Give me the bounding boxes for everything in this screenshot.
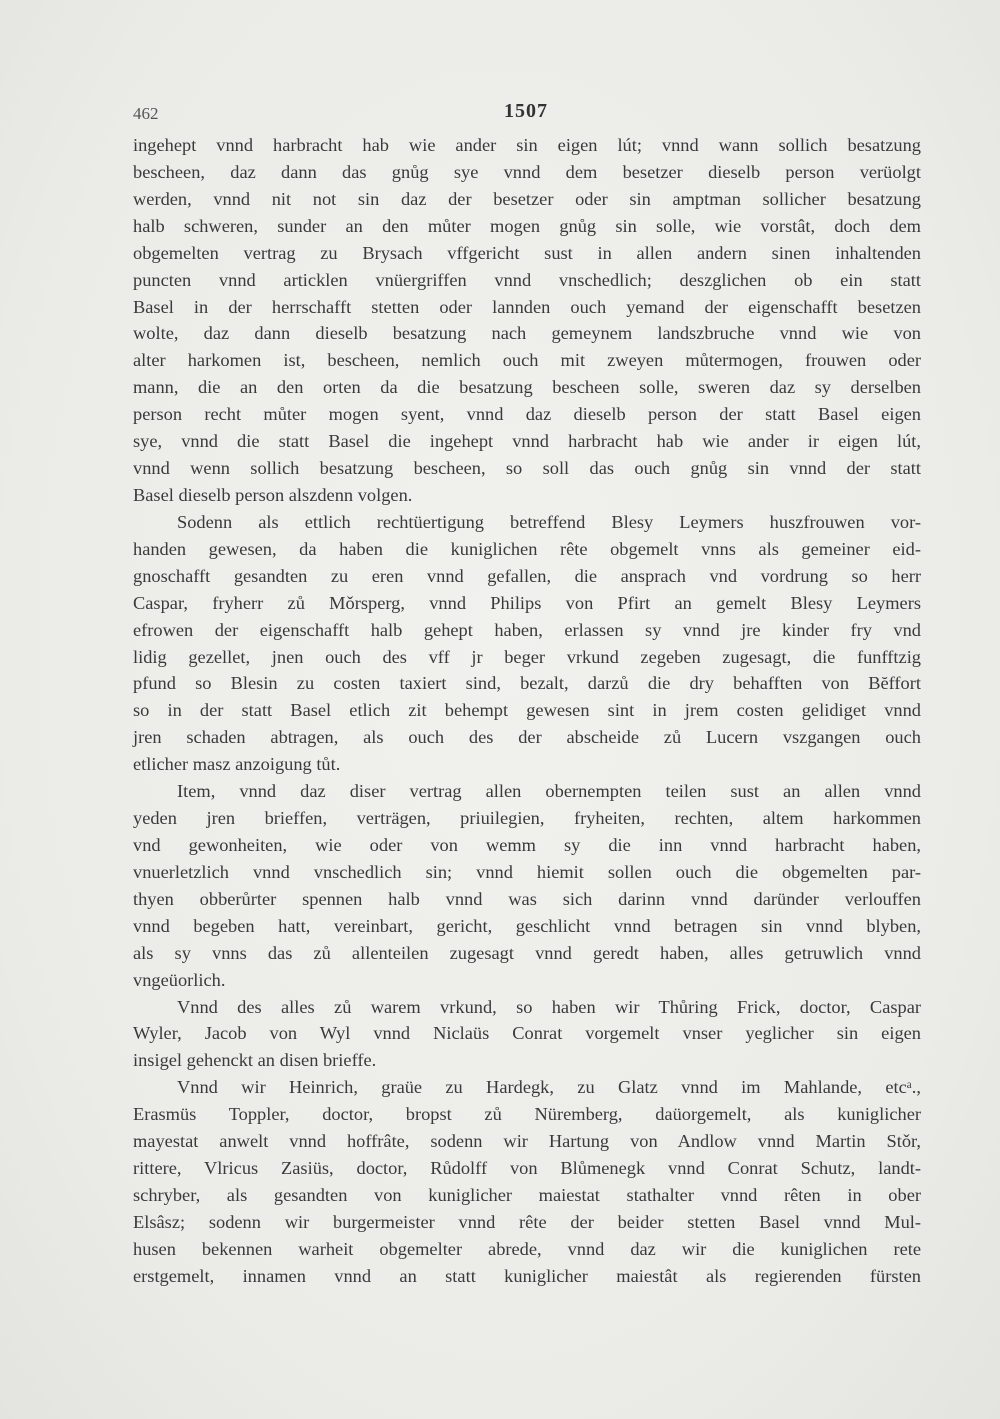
text-line: wolte, daz dann dieselb besatzung nach gemeynem landszbruche vnnd wie von [133, 323, 921, 344]
text-line: Sodenn als ettlich rechtüertigung betreffend Blesy Leymers huszfrouwen vor- [177, 511, 921, 532]
text-line: yeden jren brieffen, verträgen, priuilegien, fryheiten, rechten, altem harkommen [133, 808, 921, 829]
page-number: 462 [133, 104, 159, 123]
text-line: vnuerletzlich vnnd vnschedlich sin; vnnd hiemit sollen ouch die obgemelten par- [133, 861, 921, 882]
text-line: pfund so Blesin zu costen taxiert sind, bezalt, darzů die dry behafften von Bĕffort [133, 673, 921, 694]
text-line: alter harkomen ist, bescheen, nemlich ouch mit zweyen můtermogen, frouwen oder [133, 350, 921, 371]
text-line: Item, vnnd daz diser vertrag allen obernempten teilen sust an allen vnnd [177, 781, 921, 802]
body-text [133, 132, 921, 1290]
text-line: bescheen, daz dann das gnůg sye vnnd dem besetzer dieselb person verüolgt [133, 161, 921, 182]
text-line: Erasmüs Toppler, doctor, bropst zů Nüremberg, daüorgemelt, als kuniglicher [133, 1104, 921, 1125]
text-line: handen gewesen, da haben die kuniglichen rête obgemelt vnns als gemeiner eid- [133, 538, 921, 559]
text-line: vnnd wenn sollich besatzung bescheen, so soll das ouch gnůg sin vnnd der statt [133, 458, 921, 479]
text-line: obgemelten vertrag zu Brysach vffgericht sust in allen andern sinen inhaltenden [133, 242, 921, 263]
text-line: person recht můter mogen syent, vnnd daz dieselb person der statt Basel eigen [133, 404, 921, 425]
text-line: schryber, als gesandten von kuniglicher maiestat stathalter vnnd rêten in ober [133, 1184, 921, 1205]
text-line: Vnnd wir Heinrich, graüe zu Hardegk, zu Glatz vnnd im Mahlande, etcᵃ., [177, 1077, 921, 1098]
text-line: Wyler, Jacob von Wyl vnnd Niclaüs Conrat vorgemelt vnser yeglicher sin eigen [133, 1023, 921, 1044]
text-line: werden, vnnd nit not sin daz der besetzer oder sin amptman sollicher besatzung [133, 188, 921, 209]
text-line: Basel in der herrschafft stetten oder lannden ouch yemand der eigenschafft besetzen [133, 296, 921, 317]
text-line: ingehept vnnd harbracht hab wie ander sin eigen lút; vnnd wann sollich besatzung [133, 135, 921, 155]
text-line: Basel dieselb person alszdenn volgen. [133, 484, 413, 505]
text-line: vnd gewonheiten, wie oder von wemm sy die inn vnnd harbracht haben, [133, 834, 921, 855]
running-title-year: 1507 [504, 100, 548, 122]
text-line: als sy vnns das zů allenteilen zugesagt vnnd geredt haben, alles getruwlich vnnd [133, 942, 921, 963]
text-line: lidig gezellet, jnen ouch des vff jr beger vrkund zegeben zugesagt, die funfftzig [133, 646, 921, 667]
text-line: Elsâsz; sodenn wir burgermeister vnnd rête der beider stetten Basel vnnd Mul- [133, 1211, 921, 1232]
text-line: thyen obberůrter spennen halb vnnd was sich darinn vnnd daründer verlouffen [133, 888, 921, 909]
text-line: halb schweren, sunder an den můter mogen gnůg sin solle, wie vorstât, doch dem [133, 215, 921, 236]
text-line: jren schaden abtragen, als ouch des der abscheide zů Lucern vszgangen ouch [133, 727, 921, 748]
text-line: vnnd begeben hatt, vereinbart, gericht, geschlicht vnnd betragen sin vnnd blyben, [133, 915, 921, 936]
text-line: Caspar, fryherr zů Mǒrsperg, vnnd Philips von Pfirt an gemelt Blesy Leymers [133, 592, 921, 613]
text-line: mayestat anwelt vnnd hoffrâte, sodenn wir Hartung von Andlow vnnd Martin Stǒr, [133, 1131, 921, 1152]
text-line: erstgemelt, innamen vnnd an statt kuniglicher maiestât als regierenden fürsten [133, 1265, 921, 1286]
text-line: rittere, Vlricus Zasiüs, doctor, Růdolff von Blůmenegk vnnd Conrat Schutz, landt- [133, 1158, 921, 1179]
text-line: insigel gehenckt an disen brieffe. [133, 1050, 377, 1071]
text-line: efrowen der eigenschafft halb gehept haben, erlassen sy vnnd jre kinder fry vnd [133, 619, 921, 640]
text-line: mann, die an den orten da die besatzung bescheen solle, sweren daz sy derselben [133, 377, 921, 398]
text-line: husen bekennen warheit obgemelter abrede, vnnd daz wir die kuniglichen rete [133, 1238, 921, 1259]
text-line: etlicher masz anzoigung tůt. [133, 754, 341, 775]
text-line: so in der statt Basel etlich zit behempt gewesen sint in jrem costen gelidiget vnnd [133, 700, 921, 721]
text-line: puncten vnnd articklen vnüergriffen vnnd vnschedlich; deszglichen ob ein statt [133, 269, 921, 290]
page-header [133, 100, 919, 128]
text-line: gnoschafft gesandten zu eren vnnd gefallen, die ansprach vnd vordrung so herr [133, 565, 921, 586]
text-line: Vnnd des alles zů warem vrkund, so haben wir Thůring Frick, doctor, Caspar [177, 996, 921, 1017]
text-line: vngeüorlich. [133, 969, 226, 990]
text-line: sye, vnnd die statt Basel die ingehept vnnd harbracht hab wie ander ir eigen lút, [133, 431, 921, 452]
